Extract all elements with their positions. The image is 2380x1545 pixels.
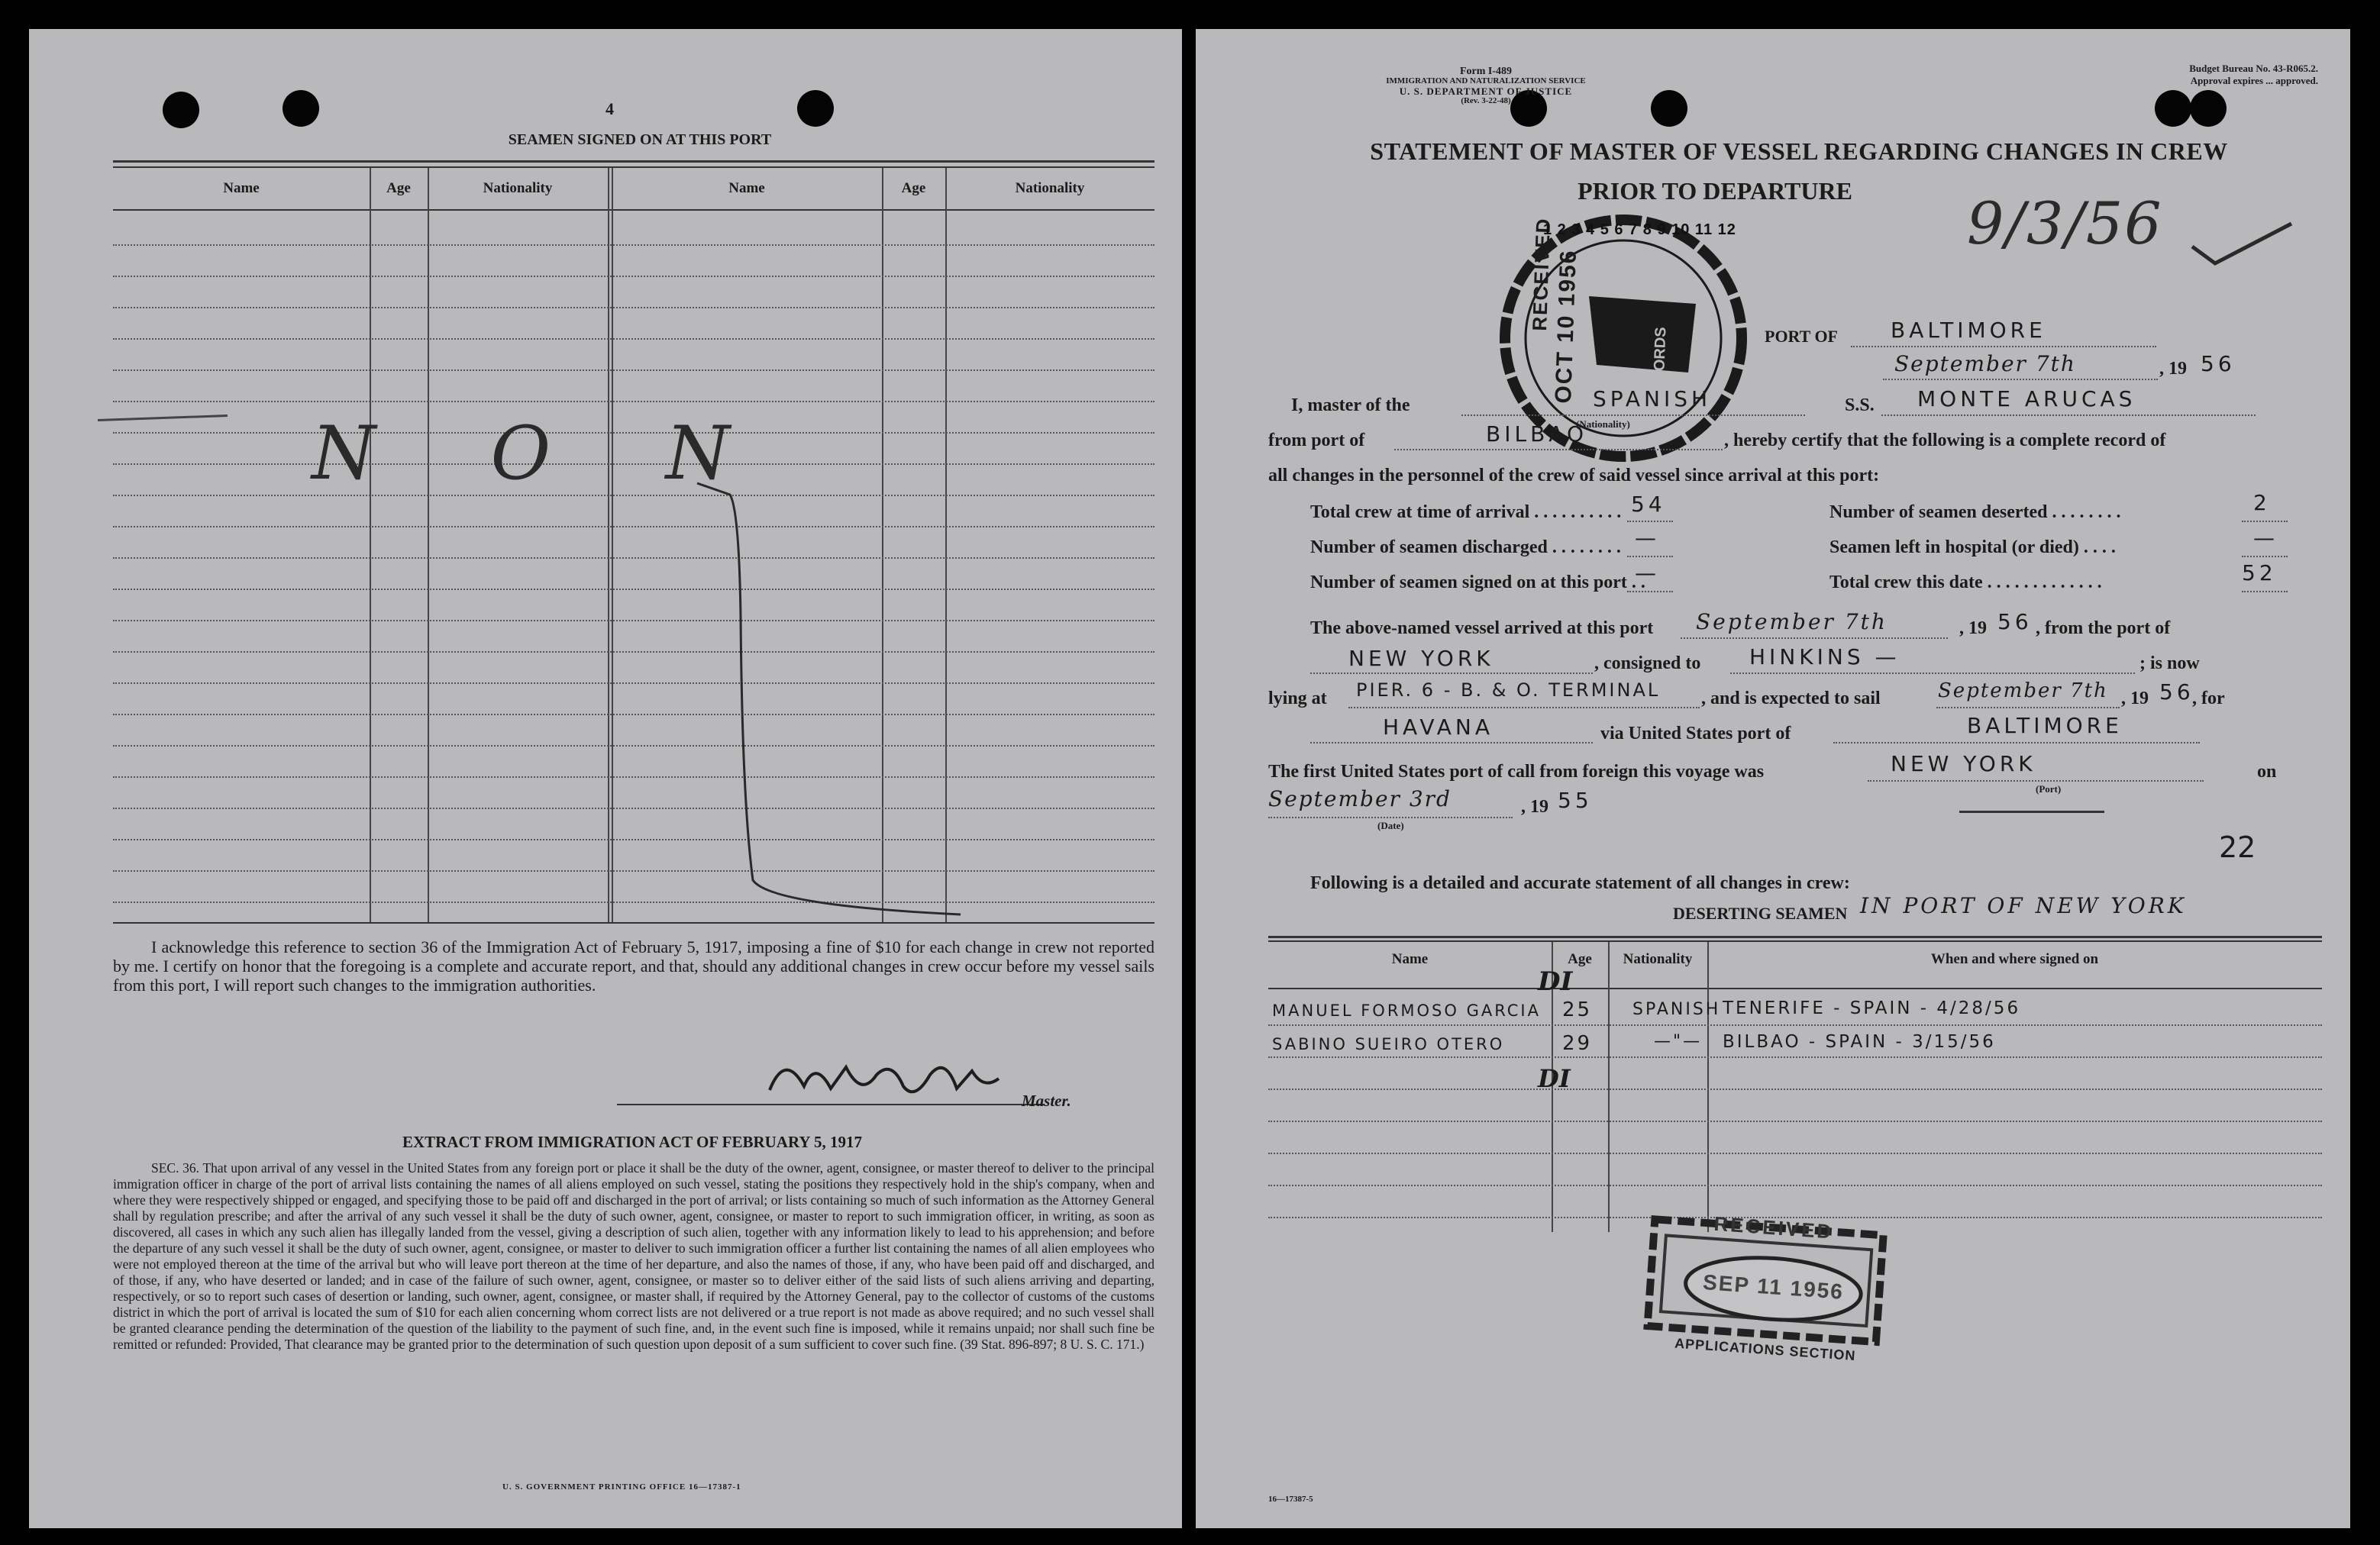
stat-line [2242, 556, 2288, 557]
from-port-label: from port of [1268, 431, 1365, 450]
column-header-nationality: Nationality [483, 180, 553, 196]
stamp-received-text: RECEIVED [1528, 217, 1555, 332]
row-rule [113, 307, 1154, 308]
section-title: SEAMEN SIGNED ON AT THIS PORT [508, 131, 772, 148]
row-rule [1268, 1153, 2322, 1154]
on-label: on [2257, 762, 2277, 782]
column-header-nationality: Nationality [1015, 180, 1085, 196]
via-line [1833, 742, 2200, 743]
consigned-label: , consigned to [1594, 653, 1701, 673]
lying-line [1348, 707, 1700, 708]
row-rule [1268, 1056, 2322, 1058]
row-rule [113, 401, 1154, 402]
is-now-label: ; is now [2139, 653, 2200, 673]
stamp-date-text: OCT 10 1956 [1551, 249, 1582, 405]
row-rule [113, 870, 1154, 872]
table-top-rule [1268, 936, 2322, 938]
column-header-age: Age [901, 180, 926, 196]
row-rule [113, 839, 1154, 840]
stat-line [1627, 521, 1673, 522]
table-bottom-rule [113, 922, 1154, 924]
page-number: 4 [605, 99, 614, 118]
table-header-rule [113, 209, 1154, 211]
nationality-value: SPANISH [1593, 386, 1712, 411]
column-header-nationality: Nationality [1623, 951, 1693, 967]
row-rule [113, 369, 1154, 371]
deserter-age: 25 [1562, 998, 1593, 1021]
stamp2-date: SEP 11 1956 [1702, 1269, 1845, 1304]
handwritten-underline [1959, 811, 2104, 813]
lying-label: lying at [1268, 689, 1327, 708]
following-text: Following is a detailed and accurate statement of all changes in crew: [1310, 873, 1850, 893]
row-rule [113, 651, 1154, 653]
row-rule [113, 776, 1154, 778]
sail-value: September 7th [1938, 679, 2108, 702]
stat-line [2242, 591, 2288, 592]
column-divider [1707, 942, 1709, 1232]
from-port-of-label: , from the port of [2036, 618, 2171, 638]
stat-line [2242, 521, 2288, 522]
acknowledgement-text: I acknowledge this reference to section 36 of the Immigration Act of February 5, 1917, imposing a fine of $10 for each change in crew not reported by me. I certify on honor that the foregoing is a complete and accurate report, and that, should any additional changes in crew occur before my vessel sails from this port, I will report such changes to the immigration authorities. [113, 937, 1154, 995]
year-value: 56 [2201, 351, 2236, 376]
row-rule [113, 808, 1154, 809]
deserter-nationality: SPANISH [1632, 1000, 1721, 1019]
right-page [1196, 29, 2350, 1528]
deserter-nationality: —"— [1654, 1032, 1703, 1051]
row-rule [113, 526, 1154, 527]
from-port-of-line [1310, 673, 1593, 674]
handwritten-number: 22 [2219, 831, 2256, 864]
sail-line [1936, 707, 2120, 708]
arrived-year-prefix: , 19 [1959, 618, 1987, 638]
deserted-label: Number of seamen deserted . . . . . . . . [1829, 502, 2121, 522]
form-revision: (Rev. 3-22-48) [1461, 96, 1511, 105]
punch-hole [2155, 90, 2191, 127]
via-label: via United States port of [1600, 724, 1791, 743]
handwritten-none: N O N [312, 411, 776, 496]
sail-year: 56 [2159, 679, 2194, 705]
row-rule [1268, 1089, 2322, 1090]
budget-bureau-line: Budget Bureau No. 43-R065.2. [2189, 63, 2318, 74]
destination-value: HAVANA [1383, 714, 1494, 740]
port-value: BALTIMORE [1891, 318, 2046, 343]
consigned-line [1730, 673, 2135, 674]
handwritten-dash [98, 414, 228, 421]
form-title: STATEMENT OF MASTER OF VESSEL REGARDING CHANGES IN CREW [1370, 137, 2228, 165]
left-page [29, 29, 1182, 1528]
stamp-ring-numbers: 1 2 3 4 5 6 7 8 9 10 11 12 [1543, 221, 1736, 238]
punch-hole [163, 92, 199, 128]
for-label: , for [2192, 689, 2225, 708]
handwritten-check-mark [2188, 216, 2295, 269]
column-header-name: Name [223, 180, 260, 196]
handwritten-strike-line [663, 464, 968, 930]
extract-title: EXTRACT FROM IMMIGRATION ACT OF FEBRUARY 5, 1917 [402, 1133, 863, 1151]
sail-year-prefix: , 19 [2121, 689, 2149, 708]
first-port-line [1868, 780, 2204, 782]
arrived-year: 56 [1997, 609, 2033, 634]
master-of-label: I, master of the [1291, 395, 1410, 415]
hospital-value: — [2253, 525, 2278, 550]
vessel-line [1881, 414, 2256, 416]
signed-on-value: — [1635, 560, 1660, 585]
row-rule [113, 902, 1154, 903]
from-port-of-value: NEW YORK [1348, 646, 1494, 671]
hospital-label: Seamen left in hospital (or died) . . . . [1829, 537, 2116, 557]
column-header-age: Age [1568, 951, 1592, 967]
total-arrival-label: Total crew at time of arrival . . . . . . . . . . [1310, 502, 1622, 522]
first-year-prefix: , 19 [1521, 797, 1548, 817]
date-caption: (Date) [1377, 820, 1404, 831]
row-rule [1268, 1024, 2322, 1026]
total-arrival-value: 54 [1631, 492, 1666, 517]
arrived-line [1681, 637, 1948, 639]
column-header-age: Age [386, 180, 411, 196]
printer-line: U. S. GOVERNMENT PRINTING OFFICE 16—17387-1 [502, 1482, 741, 1492]
column-header-name: Name [728, 180, 765, 196]
punch-hole [2190, 90, 2227, 127]
form-number: Form I-489 [1459, 66, 1513, 77]
extract-text: SEC. 36. That upon arrival of any vessel in the United States from any foreign port or place it shall be the duty of the owner, agent, consignee, or master thereof to deliver to the principal immigration officer in charge of the port of arrival lists containing the names of all aliens employed on such vessel, stating the positions they respectively hold in the ship's company, when and where they were respectively shipped or engaged, and specifying those to be paid off and discharged in the port of arrival; or lists containing so much of such information as the Attorney General shall by regulation prescribe; and after the arrival of any such vessel it shall be the duty of such owner, agent, consignee, or master to report to such immigration officer, in writing, as soon as discovered, all cases in which any such alien has illegally landed from the vessel, giving a description of such alien, together with any information likely to lead to his apprehension; and before the departure of any such vessel it shall be the duty of such owner, agent, consignee, or master to deliver to such immigration officer a further list containing the names of all alien employees who were not employed thereon at the time of the arrival but who will leave port thereon at the time of her departure, and also the names of those, if any, who have been paid off and discharged, and of those, if any, who have deserted or landed; and in case of the failure of such owner, agent, consignee, or master so to deliver either of the said lists of such aliens arriving and departing, respectively, or so to report such cases of desertion or landing, such owner, agent, consignee, or master shall, if required by the Attorney General, pay to the collector of customs of the customs district in which the port of arrival is located the sum of $10 for each alien concerning whom correct lists are not delivered or a true report is not made as above required; and no such vessel shall be granted clearance pending the determination of the question of the liability to the payment of such fine, and, in the event such fine is imposed, while it remains unpaid; nor shall such fine be remitted or refunded: Provided, That clearance may be granted prior to the determination of such question upon deposit of a sum sufficient to cover such fine. (39 Stat. 896-897; 8 U. S. C. 171.) [113, 1160, 1154, 1352]
master-label: Master. [1022, 1092, 1071, 1110]
row-rule [1268, 1185, 2322, 1186]
row-rule [113, 745, 1154, 747]
first-date-value: September 3rd [1268, 786, 1452, 811]
punch-hole [283, 90, 319, 127]
master-signature [762, 1044, 1014, 1124]
column-divider [1608, 942, 1610, 1232]
deserting-seamen-label: DESERTING SEAMEN [1673, 904, 1848, 923]
port-caption: (Port) [2036, 783, 2062, 795]
consigned-value: HINKINS — [1749, 644, 1900, 669]
column-header-name: Name [1391, 951, 1429, 967]
row-rule [113, 620, 1154, 621]
printer-line: 16—17387-5 [1268, 1495, 1313, 1504]
row-rule [113, 557, 1154, 559]
row-rule [113, 714, 1154, 715]
nationality-caption: (Nationality) [1576, 418, 1630, 430]
arrived-value: September 7th [1696, 609, 1888, 634]
table-top-rule [113, 166, 1154, 168]
from-port-line [1394, 449, 1723, 450]
table-top-rule [113, 160, 1154, 163]
deserted-value: 2 [2253, 490, 2271, 515]
budget-bureau-line: Approval expires ... approved. [2190, 75, 2318, 86]
punch-hole [797, 90, 834, 127]
deserter-age: 29 [1562, 1032, 1593, 1055]
ss-label: S.S. [1845, 395, 1875, 415]
first-date-line [1268, 817, 1513, 818]
stamp2-top-text: RECEIVED [1713, 1211, 1835, 1243]
deserter-name: SABINO SUEIRO OTERO [1272, 1035, 1505, 1053]
first-port-value: NEW YORK [1891, 751, 2036, 776]
row-rule [113, 589, 1154, 590]
discharged-label: Number of seamen discharged . . . . . . . . [1310, 537, 1621, 557]
port-label: PORT OF [1765, 327, 1838, 346]
port-line [1851, 346, 2156, 347]
signed-on-label: Number of seamen signed on at this port . . [1310, 573, 1645, 592]
nationality-line [1461, 414, 1805, 416]
agency-line: U. S. DEPARTMENT OF JUSTICE [1399, 85, 1573, 97]
table-top-rule [1268, 940, 2322, 942]
deserter-name: MANUEL FORMOSO GARCIA [1272, 1002, 1541, 1020]
stat-line [1627, 591, 1673, 592]
destination-line [1310, 742, 1593, 743]
arrived-label: The above-named vessel arrived at this port [1310, 618, 1654, 638]
from-port-value: BILBAO [1486, 421, 1587, 447]
first-year: 55 [1558, 788, 1593, 813]
row-rule [1268, 1121, 2322, 1122]
date-line [1883, 379, 2158, 380]
certify-text-2: all changes in the personnel of the crew of said vessel since arrival at this port: [1268, 466, 1880, 485]
deserter-signed-on: BILBAO - SPAIN - 3/15/56 [1723, 1032, 1996, 1052]
discharged-value: — [1635, 525, 1660, 550]
column-header-signed-on: When and where signed on [1930, 951, 2099, 967]
deserting-note: IN PORT OF NEW YORK [1860, 893, 2187, 918]
lying-value: PIER. 6 - B. & O. TERMINAL [1356, 679, 1661, 701]
row-rule [113, 244, 1154, 246]
stamp2-bottom-text: APPLICATIONS SECTION [1674, 1335, 1857, 1364]
certify-text: , hereby certify that the following is a complete record of [1724, 431, 2166, 450]
deserter-signed-on: TENERIFE - SPAIN - 4/28/56 [1723, 998, 2021, 1018]
row-rule [113, 338, 1154, 340]
stat-line [1627, 556, 1673, 557]
table-header-rule [1268, 988, 2322, 989]
row-rule [113, 276, 1154, 277]
deserter-initials: DI [1538, 1064, 1571, 1093]
row-rule [113, 682, 1154, 684]
stamp-extra-text: RECORDS [1650, 327, 1670, 404]
deserter-initials: DI [1538, 966, 1573, 997]
via-value: BALTIMORE [1967, 713, 2123, 738]
vessel-name: MONTE ARUCAS [1917, 386, 2136, 411]
year-prefix: , 19 [2159, 359, 2187, 379]
agency-line: IMMIGRATION AND NATURALIZATION SERVICE [1386, 76, 1586, 85]
total-date-value: 52 [2242, 560, 2277, 585]
date-value: September 7th [1894, 351, 2076, 376]
applications-section-stamp [1641, 1211, 1897, 1396]
form-title: PRIOR TO DEPARTURE [1578, 177, 1852, 205]
total-date-label: Total crew this date . . . . . . . . . . . . . [1829, 573, 2102, 592]
expected-label: , and is expected to sail [1701, 689, 1881, 708]
first-port-label: The first United States port of call from foreign this voyage was [1268, 762, 1765, 782]
handwritten-date: 9/3/56 [1967, 189, 2163, 257]
